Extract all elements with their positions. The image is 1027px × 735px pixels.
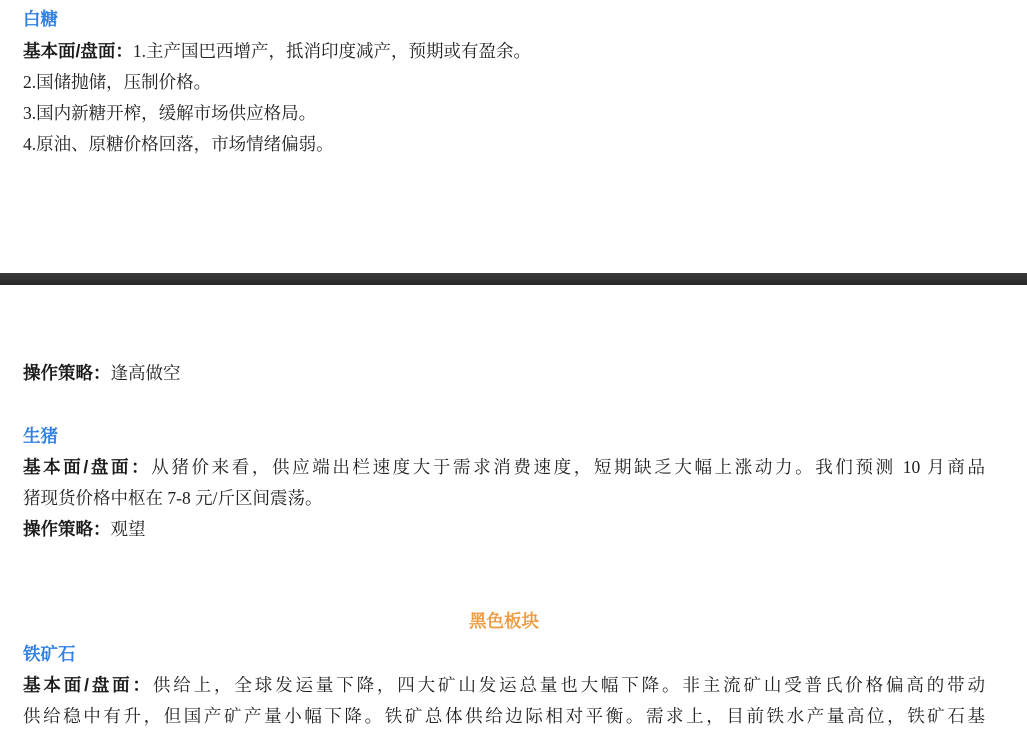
sugar-fundamentals-block <box>23 36 985 160</box>
sugar-point-1 <box>23 36 985 67</box>
pig-strategy-line <box>23 514 985 545</box>
iron-body-line-1 <box>23 670 985 701</box>
pig-body-line-1 <box>23 452 985 483</box>
section-title-sugar: 白糖 <box>23 9 58 29</box>
fundamentals-label: 基本面/盘面： <box>23 41 133 61</box>
section-title-pig: 生猪 <box>23 426 58 446</box>
strategy-label: 操作策略： <box>23 363 111 383</box>
pig-body-line-1-text: 从猪价来看，供应端出栏速度大于需求消费速度，短期缺乏大幅上涨动力。我们预测 10 月商品 <box>151 457 985 477</box>
iron-fundamentals-block <box>23 670 985 732</box>
fundamentals-label: 基本面/盘面： <box>23 457 152 477</box>
sugar-point-3: 3.国内新糖开榨，缓解市场供应格局。 <box>23 103 317 123</box>
pig-fundamentals-block <box>23 452 985 545</box>
section-title-black-sector: 黑色板块 <box>469 611 539 631</box>
fundamentals-label: 基本面/盘面： <box>23 675 153 695</box>
sugar-point-1-text: 1.主产国巴西增产，抵消印度减产，预期或有盈余。 <box>132 41 531 61</box>
sugar-point-2: 2.国储抛储，压制价格。 <box>23 72 212 92</box>
strategy-value: 逢高做空 <box>110 363 181 383</box>
iron-body-line-1-text: 供给上，全球发运量下降，四大矿山发运总量也大幅下降。非主流矿山受普氏价格偏高的带动 <box>152 675 985 695</box>
carryover-strategy-line <box>23 358 985 389</box>
section-title-iron-ore: 铁矿石 <box>23 644 76 664</box>
pig-strategy-value: 观望 <box>110 519 146 539</box>
page-break-divider <box>0 273 1027 285</box>
strategy-label: 操作策略： <box>23 519 111 539</box>
sugar-point-4: 4.原油、原糖价格回落，市场情绪偏弱。 <box>23 134 334 154</box>
pig-body-line-2: 猪现货价格中枢在 7-8 元/斤区间震荡。 <box>23 488 323 508</box>
iron-body-line-2: 供给稳中有升，但国产矿产量小幅下降。铁矿总体供给边际相对平衡。需求上，目前铁水产量高位，铁矿石基 <box>23 706 985 726</box>
